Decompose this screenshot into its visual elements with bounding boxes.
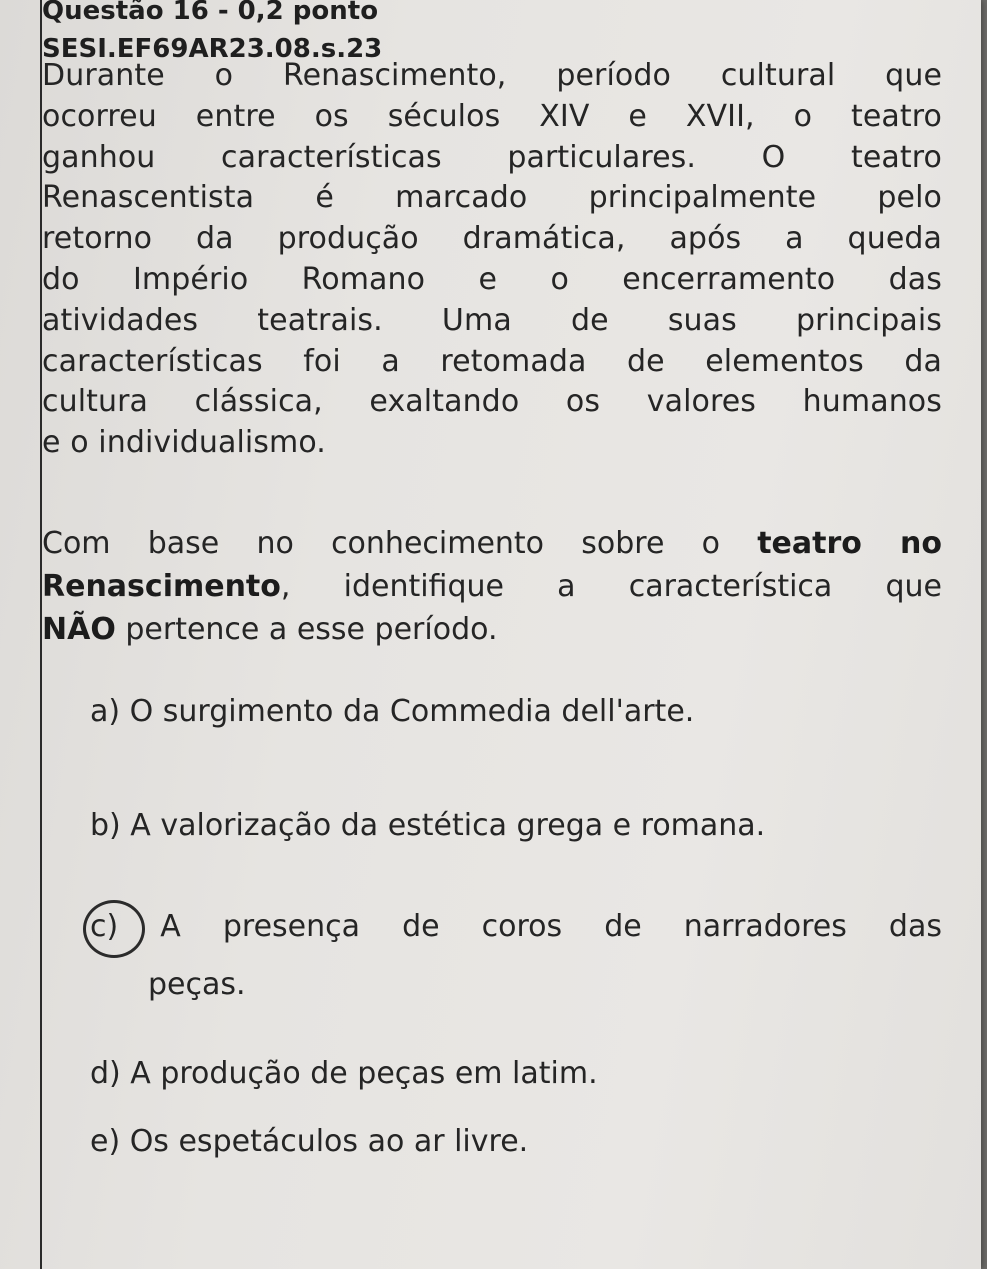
option-c-line-1: c) A presença de coros de narradores das bbox=[90, 909, 942, 944]
passage-line: Renascentista é marcado principalmente pelo bbox=[42, 180, 942, 216]
prompt-emphasis: Renascimento bbox=[42, 569, 281, 604]
prompt-emphasis: NÃO bbox=[42, 612, 116, 647]
prompt-line-3 bbox=[42, 608, 942, 651]
passage-line: e o individualismo. bbox=[42, 425, 326, 461]
prompt-text: Com base no conhecimento sobre o bbox=[42, 526, 758, 561]
option-d[interactable]: d) A produção de peças em latim. bbox=[90, 1056, 598, 1091]
option-c-line-2: peças. bbox=[148, 967, 246, 1002]
passage-text bbox=[42, 56, 942, 464]
option-b[interactable]: b) A valorização da estética grega e romana. bbox=[90, 808, 766, 843]
passage-line: ganhou características particulares. O teatro bbox=[42, 139, 942, 175]
question-title: Questão 16 - 0,2 ponto bbox=[42, 0, 379, 26]
passage-line: do Império Romano e o encerramento das bbox=[42, 261, 942, 297]
passage-line: ocorreu entre os séculos XIV e XVII, o teatro bbox=[42, 98, 942, 134]
question-prompt bbox=[42, 522, 942, 651]
option-e[interactable]: e) Os espetáculos ao ar livre. bbox=[90, 1124, 529, 1159]
passage-line: características foi a retomada de elementos da bbox=[42, 343, 942, 379]
prompt-line-1 bbox=[42, 522, 942, 565]
question-code: SESI.EF69AR23.08.s.23 bbox=[42, 34, 383, 64]
passage-line: atividades teatrais. Uma de suas principais bbox=[42, 302, 942, 338]
option-c[interactable] bbox=[90, 898, 942, 1014]
option-a[interactable]: a) O surgimento da Commedia dell'arte. bbox=[90, 694, 695, 729]
passage-line: Durante o Renascimento, período cultural que bbox=[42, 58, 942, 93]
prompt-emphasis: teatro no bbox=[757, 526, 942, 561]
passage-line: cultura clássica, exaltando os valores humanos bbox=[42, 384, 942, 420]
passage-line: retorno da produção dramática, após a queda bbox=[42, 221, 942, 257]
prompt-text: , identifique a característica que bbox=[280, 569, 942, 604]
prompt-text: pertence a esse período. bbox=[115, 612, 498, 647]
prompt-line-2 bbox=[42, 565, 942, 608]
